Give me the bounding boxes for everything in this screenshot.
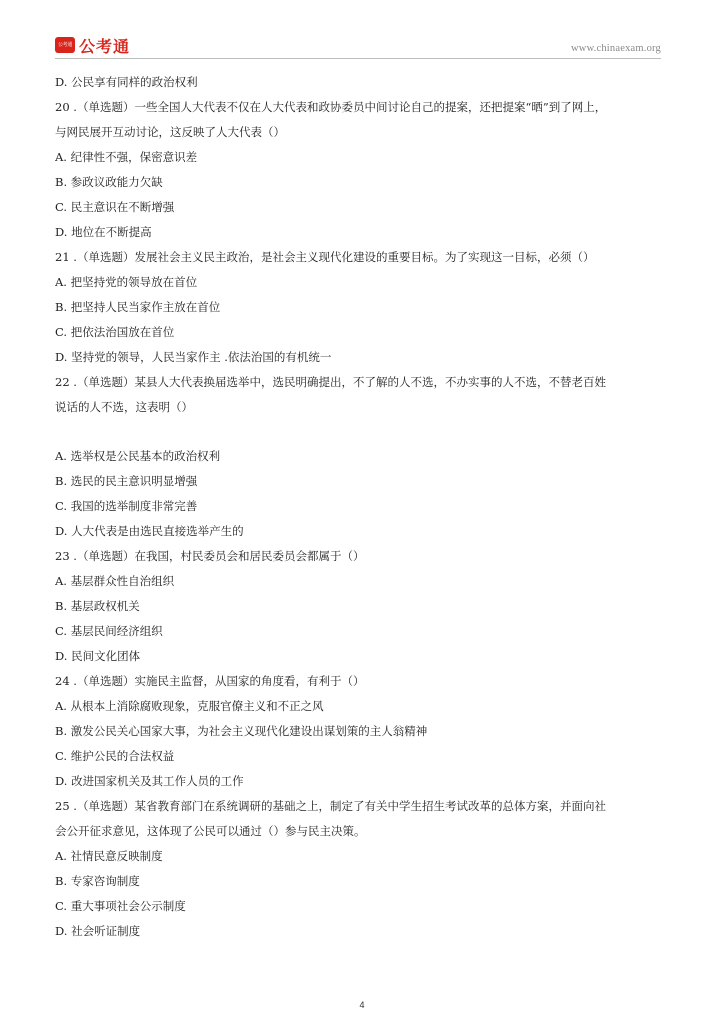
question-19-option-d: D. 公民享有同样的政治权利 — [55, 75, 198, 89]
question-20-option-d: D. 地位在不断提高 — [55, 225, 152, 239]
question-25-stem-line-2: 会公开征求意见，这体现了公民可以通过（）参与民主决策。 — [55, 824, 366, 838]
question-21-option-a: A. 把坚持党的领导放在首位 — [55, 275, 198, 289]
question-20-option-c: C. 民主意识在不断增强 — [55, 200, 175, 214]
question-23-option-c: C. 基层民间经济组织 — [55, 624, 163, 638]
question-23-stem: 23 .（单选题）在我国，村民委员会和居民委员会都属于（） — [55, 549, 365, 563]
question-25-option-d: D. 社会听证制度 — [55, 924, 141, 938]
logo-badge-icon: 公考通 — [55, 37, 75, 53]
question-20-stem-line-1: 20 .（单选题）一些全国人大代表不仅在人大代表和政协委员中间讨论自己的提案，还把提案“晒”到了网上， — [55, 100, 607, 114]
question-23-option-d: D. 民间文化团体 — [55, 649, 141, 663]
question-24-option-c: C. 维护公民的合法权益 — [55, 749, 175, 763]
question-25-stem-line-1: 25 .（单选题）某省教育部门在系统调研的基础之上，制定了有关中学生招生考试改革的总体方案，并面向社 — [55, 799, 606, 813]
question-24-stem: 24 .（单选题）实施民主监督，从国家的角度看，有利于（） — [55, 674, 365, 688]
question-22-stem-line-2: 说话的人不选，这表明（） — [55, 400, 193, 414]
question-22-option-d: D. 人大代表是由选民直接选举产生的 — [55, 524, 244, 538]
question-23-option-b: B. 基层政权机关 — [55, 599, 140, 613]
question-22-stem-line-1: 22 .（单选题）某县人大代表换届选举中，选民明确提出，不了解的人不选，不办实事的人不选，不替老百姓 — [55, 375, 606, 389]
question-21-option-b: B. 把坚持人民当家作主放在首位 — [55, 300, 221, 314]
question-24-option-d: D. 改进国家机关及其工作人员的工作 — [55, 774, 244, 788]
question-25-option-b: B. 专家咨询制度 — [55, 874, 140, 888]
page-header — [55, 34, 661, 59]
question-20-option-b: B. 参政议政能力欠缺 — [55, 175, 163, 189]
question-22-option-a: A. 选举权是公民基本的政治权利 — [55, 449, 221, 463]
question-20-stem-line-2: 与网民展开互动讨论，这反映了人大代表（） — [55, 125, 285, 139]
logo — [55, 34, 130, 56]
question-23-option-a: A. 基层群众性自治组织 — [55, 574, 175, 588]
question-22-option-c: C. 我国的选举制度非常完善 — [55, 499, 198, 513]
logo-text: 公考通 — [79, 36, 131, 56]
question-22-option-b: B. 选民的民主意识明显增强 — [55, 474, 198, 488]
question-21-stem: 21 .（单选题）发展社会主义民主政治，是社会主义现代化建设的重要目标。为了实现这一目标，必须（） — [55, 250, 595, 264]
question-25-option-a: A. 社情民意反映制度 — [55, 849, 163, 863]
page-number: 4 — [359, 1000, 365, 1010]
site-url: www.chinaexam.org — [571, 43, 661, 54]
question-24-option-b: B. 激发公民关心国家大事，为社会主义现代化建设出谋划策的主人翁精神 — [55, 724, 428, 738]
question-24-option-a: A. 从根本上消除腐败现象，克服官僚主义和不正之风 — [55, 699, 324, 713]
question-21-option-d: D. 坚持党的领导，人民当家作主 .依法治国的有机统一 — [55, 350, 332, 364]
question-20-option-a: A. 纪律性不强，保密意识差 — [55, 150, 198, 164]
question-25-option-c: C. 重大事项社会公示制度 — [55, 899, 186, 913]
question-21-option-c: C. 把依法治国放在首位 — [55, 325, 175, 339]
